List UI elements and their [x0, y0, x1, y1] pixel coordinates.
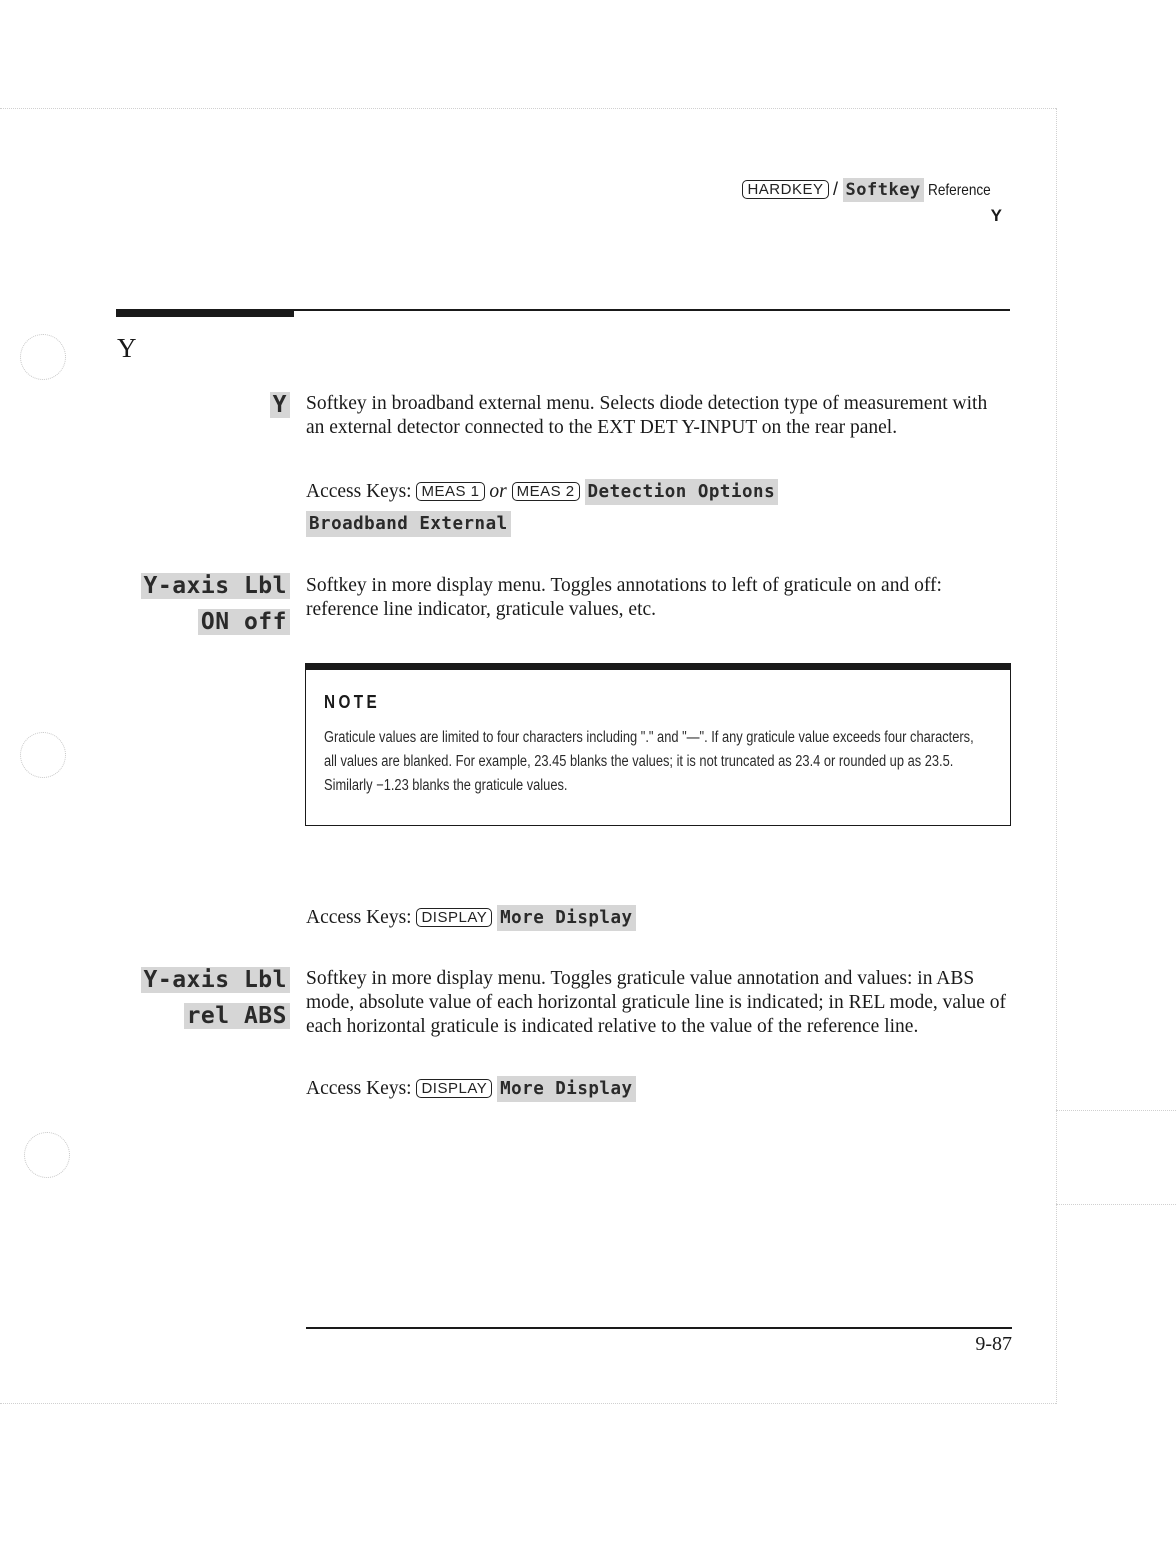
entry-y-softkey: Y	[270, 392, 290, 418]
entry-yaxis-onoff-line2: ON off	[198, 609, 290, 635]
header-reference: Reference	[928, 182, 991, 199]
entry-yaxis-relabs-line1: Y-axis Lbl	[141, 967, 290, 993]
scan-edge-tab-1	[1056, 1110, 1176, 1111]
entry-y-access-keys-line2	[306, 511, 511, 537]
entry-yaxis-relabs-access-label: Access Keys:	[306, 1078, 412, 1099]
running-header	[742, 178, 1002, 202]
scan-edge-top	[0, 108, 1056, 109]
entry-y-access-or: or	[489, 481, 507, 502]
meas2-hardkey: MEAS 2	[512, 482, 580, 501]
entry-y-access-label: Access Keys:	[306, 481, 412, 502]
header-separator: /	[833, 179, 839, 199]
header-section-letter: Y	[990, 206, 1002, 225]
entry-yaxis-relabs-description: Softkey in more display menu. Toggles graticule value annotation and values: in ABS mode, absolute value of each horizontal graticule line is indicated; in REL mode, value of each horizontal graticule is indicated relative to the value of the reference line.	[306, 968, 1006, 1037]
note-title: NOTE	[324, 692, 381, 712]
entry-yaxis-relabs-access-keys	[306, 1076, 636, 1102]
display-hardkey-2: DISPLAY	[416, 1079, 492, 1098]
entry-yaxis-onoff-line1: Y-axis Lbl	[141, 573, 290, 599]
detection-options-softkey: Detection Options	[585, 479, 779, 505]
entry-y-access-keys	[306, 479, 778, 505]
broadband-external-softkey: Broadband External	[306, 511, 511, 537]
scan-edge-right	[1056, 108, 1057, 1404]
section-rule-thin	[294, 309, 1010, 311]
header-softkey: Softkey	[843, 178, 924, 202]
header-hardkey: HARDKEY	[742, 180, 828, 199]
more-display-softkey: More Display	[497, 905, 635, 931]
entry-y-description: Softkey in broadband external menu. Selects diode detection type of measurement with an external detector connected to the EXT DET Y-INPUT on the rear panel.	[306, 393, 988, 438]
entry-y-label	[90, 387, 290, 423]
punch-hole-middle	[20, 732, 66, 778]
entry-yaxis-relabs-line2: rel ABS	[184, 1003, 290, 1029]
entry-yaxis-onoff-label	[90, 568, 290, 640]
section-title: Y	[117, 333, 137, 363]
display-hardkey: DISPLAY	[416, 908, 492, 927]
note-text: Graticule values are limited to four characters including "." and "—". If any graticule value exceeds four characters, all values are blanked. For example, 23.45 blanks the values; it is not truncated as 23.4 or rounded up as 23.5. Similarly −1.23 blanks the graticule values.	[324, 729, 974, 794]
section-rule-thick	[116, 309, 294, 317]
note-box	[305, 663, 1011, 826]
entry-yaxis-onoff-access-keys	[306, 905, 636, 931]
footer-rule	[306, 1327, 1012, 1329]
scan-edge-bottom	[0, 1403, 1056, 1404]
page-number: 9-87	[975, 1333, 1012, 1355]
more-display-softkey-2: More Display	[497, 1076, 635, 1102]
entry-yaxis-relabs-label	[90, 962, 290, 1034]
entry-yaxis-onoff-description: Softkey in more display menu. Toggles annotations to left of graticule on and off: reference line indicator, graticule values, etc.	[306, 575, 942, 620]
punch-hole-top	[20, 334, 66, 380]
scan-edge-tab-2	[1056, 1204, 1176, 1205]
punch-hole-bottom	[24, 1132, 70, 1178]
entry-yaxis-onoff-access-label: Access Keys:	[306, 907, 412, 928]
meas1-hardkey: MEAS 1	[416, 482, 484, 501]
